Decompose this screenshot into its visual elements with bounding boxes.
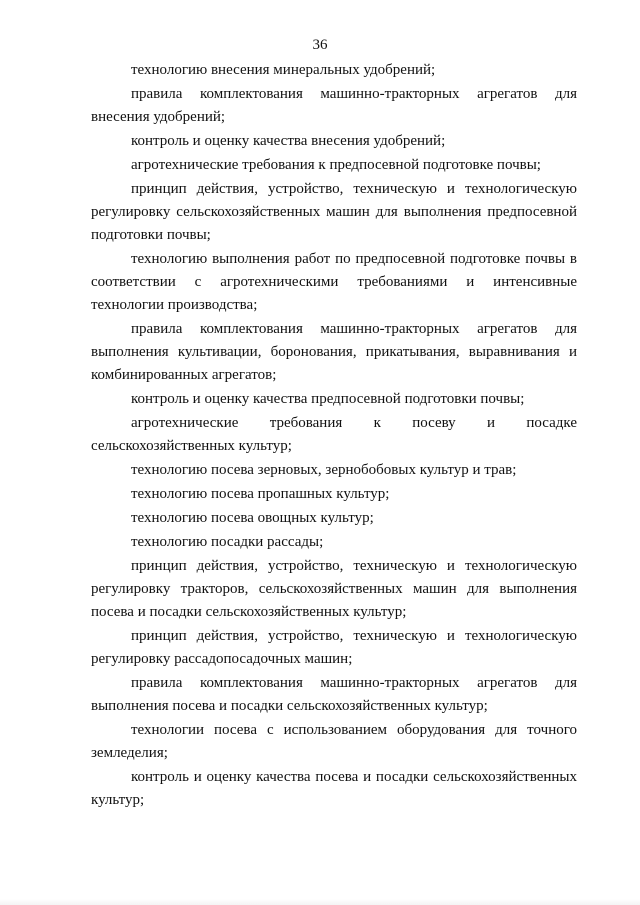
paragraph: технологию посадки рассады; (131, 534, 324, 550)
paragraph: правила комплектования машинно-тракторных агрегатов для выполнения культивации, боронования, прикатывания, выравнивания и комбинированных агрегатов; (91, 321, 577, 383)
paragraph: технологию посева зерновых, зернобобовых культур и трав; (131, 462, 517, 478)
paragraph: принцип действия, устройство, техническую и технологическую регулировку тракторов, сельскохозяйственных машин для выполнения посева и посадки сельскохозяйственных культур; (91, 558, 577, 620)
paragraph: технологии посева с использованием оборудования для точного земледелия; (91, 722, 577, 761)
paragraph: контроль и оценку качества внесения удобрений; (131, 133, 446, 149)
paragraph: технологию выполнения работ по предпосевной подготовке почвы в соответствии с агротехническими требованиями и интенсивные технологии производства; (91, 251, 577, 313)
page-number: 36 (312, 37, 328, 53)
paragraph: принцип действия, устройство, техническую и технологическую регулировку рассадопосадочных машин; (91, 628, 577, 667)
document-body (91, 59, 577, 813)
paragraph: агротехнические требования к предпосевной подготовке почвы; (131, 157, 541, 173)
paragraph: технологию посева пропашных культур; (131, 486, 390, 502)
paragraph: принцип действия, устройство, техническую и технологическую регулировку сельскохозяйственных машин для выполнения предпосевной подготовки почвы; (91, 181, 577, 243)
paragraph: правила комплектования машинно-тракторных агрегатов для выполнения посева и посадки сельскохозяйственных культур; (91, 675, 577, 714)
paragraph: технологию внесения минеральных удобрений; (131, 62, 436, 78)
paragraph: контроль и оценку качества посева и посадки сельскохозяйственных культур; (91, 769, 577, 808)
paragraph: технологию посева овощных культур; (131, 510, 374, 526)
paragraph: контроль и оценку качества предпосевной подготовки почвы; (131, 391, 525, 407)
paragraph: правила комплектования машинно-тракторных агрегатов для внесения удобрений; (91, 86, 577, 125)
paragraph: агротехнические требования к посеву и посадке сельскохозяйственных культур; (91, 415, 577, 454)
scan-edge (0, 899, 640, 905)
